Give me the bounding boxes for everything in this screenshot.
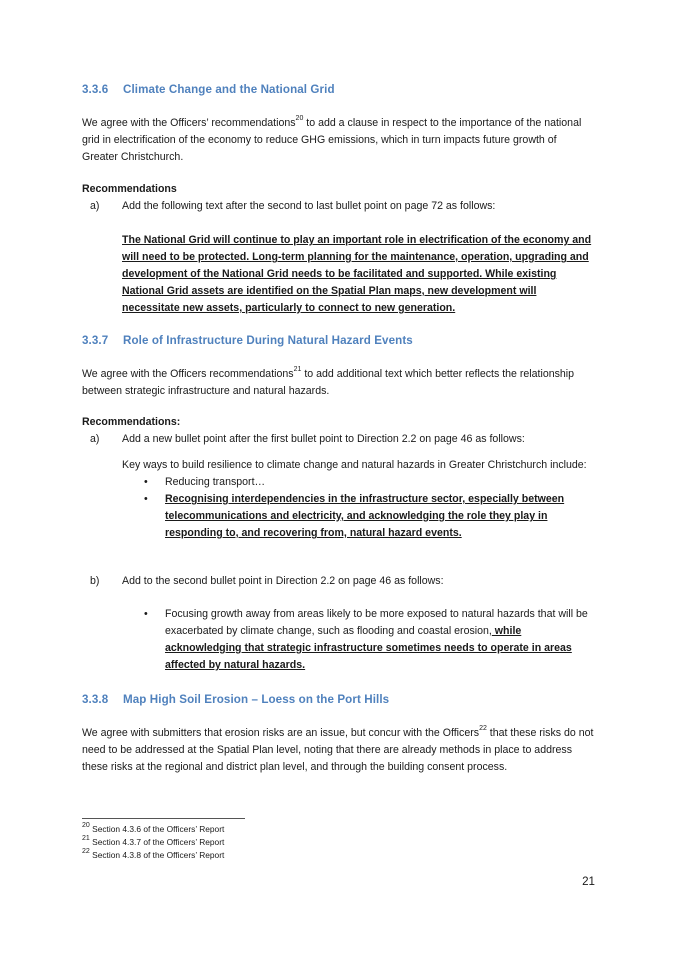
section-title: Map High Soil Erosion – Loess on the Port Hills (123, 693, 390, 706)
footnote-ref[interactable]: 22 (479, 725, 487, 733)
bullet-item (122, 474, 594, 491)
footnote-number: 20 (82, 822, 90, 830)
bullet-icon: • (144, 493, 148, 505)
section-title: Climate Change and the National Grid (123, 83, 335, 96)
bullet-text-inserted: while acknowledging that strategic infrastructure sometimes needs to operate in areas affected by natural hazards. (165, 625, 572, 671)
bullet-item (122, 491, 594, 542)
section-heading (82, 693, 594, 706)
bullet-icon: • (144, 608, 148, 620)
bullet-text-plain: Focusing growth away from areas likely to be more exposed to natural hazards that will be exacerbated by climate change, such as flooding and coastal erosion, (165, 608, 588, 637)
item-label: b) (90, 575, 100, 587)
section-paragraph (82, 115, 594, 166)
footnote (82, 837, 224, 848)
item-text: Add to the second bullet point in Direction 2.2 on page 46 as follows: (122, 575, 444, 587)
section-number: 3.3.8 (82, 693, 109, 706)
footnote (82, 850, 224, 861)
section-title: Role of Infrastructure During Natural Hazard Events (123, 334, 413, 347)
recommendation-item-b (82, 573, 594, 590)
section-3-3-7 (82, 334, 594, 347)
section-number: 3.3.6 (82, 83, 109, 96)
recommendations-heading: Recommendations: (82, 416, 181, 428)
quoted-direction (122, 457, 594, 542)
bullet-icon: • (144, 476, 148, 488)
footnote-divider (82, 818, 245, 819)
item-text: Add a new bullet point after the first bullet point to Direction 2.2 on page 46 as follows: (122, 433, 525, 445)
footnote-number: 21 (82, 835, 90, 843)
footnote-text: Section 4.3.6 of the Officers’ Report (89, 824, 225, 834)
inserted-text: The National Grid will continue to play an important role in electrification of the economy and will need to be protected. Long-term planning for the maintenance, operation, upgrading and development of the National Grid needs to be facilitated and supported. While existing National Grid assets are identified on the Spatial Plan maps, new development will necessitate new assets, particularly to connect to new generation. (122, 234, 592, 314)
item-text: Add the following text after the second to last bullet point on page 72 as follows: (122, 200, 496, 212)
item-label: a) (90, 433, 100, 445)
footnote-ref[interactable]: 20 (295, 115, 304, 123)
inserted-text-block (122, 232, 594, 317)
footnote-text: Section 4.3.7 of the Officers’ Report (89, 837, 225, 847)
paragraph-text: We agree with the Officers’ recommendations (82, 117, 296, 129)
recommendation-item (82, 431, 594, 448)
bullet-text: Reducing transport… (165, 476, 266, 488)
section-number: 3.3.7 (82, 334, 109, 347)
recommendations-heading: Recommendations (82, 183, 177, 195)
paragraph-text: that these risks do not need to be addressed at the Spatial Plan level, noting that there are already methods in place to address these risks at the regional and district plan level, and through the building consent process. (82, 727, 594, 773)
section-3-3-6 (82, 83, 594, 96)
section-heading (82, 83, 594, 96)
page-number: 21 (582, 875, 595, 888)
footnote-ref[interactable]: 21 (293, 366, 302, 374)
section-3-3-8 (82, 693, 594, 706)
paragraph-text: We agree with submitters that erosion risks are an issue, but concur with the Officers (82, 727, 480, 739)
recommendation-item (82, 198, 594, 215)
recommendations (82, 414, 594, 448)
footnote (82, 824, 224, 835)
section-paragraph (82, 366, 594, 400)
recommendation-item (82, 573, 594, 590)
recommendations (82, 181, 594, 215)
item-label: a) (90, 200, 100, 212)
footnote-text: Section 4.3.8 of the Officers’ Report (89, 850, 225, 860)
section-paragraph (82, 725, 594, 776)
bullet-text (165, 606, 594, 674)
paragraph-text: to add additional text which better reflects the relationship between strategic infrastructure and natural hazards. (82, 368, 575, 397)
intro-text: Key ways to build resilience to climate change and natural hazards in Greater Christchurch include: (122, 459, 587, 471)
bullet-item (122, 606, 594, 674)
section-heading (82, 334, 594, 347)
paragraph-text: to add a clause in respect to the importance of the national grid in electrification of the economy to reduce GHG emissions, which in turn impacts future growth of Greater Christchurch. (82, 117, 582, 163)
quoted-direction (122, 606, 594, 674)
bullet-text-inserted: Recognising interdependencies in the infrastructure sector, especially between telecommunications and electricity, and acknowledging the role they play in responding to, and recovering from, natural hazard events. (165, 493, 565, 539)
paragraph-text: We agree with the Officers recommendations (82, 368, 294, 380)
footnote-number: 22 (82, 848, 90, 856)
